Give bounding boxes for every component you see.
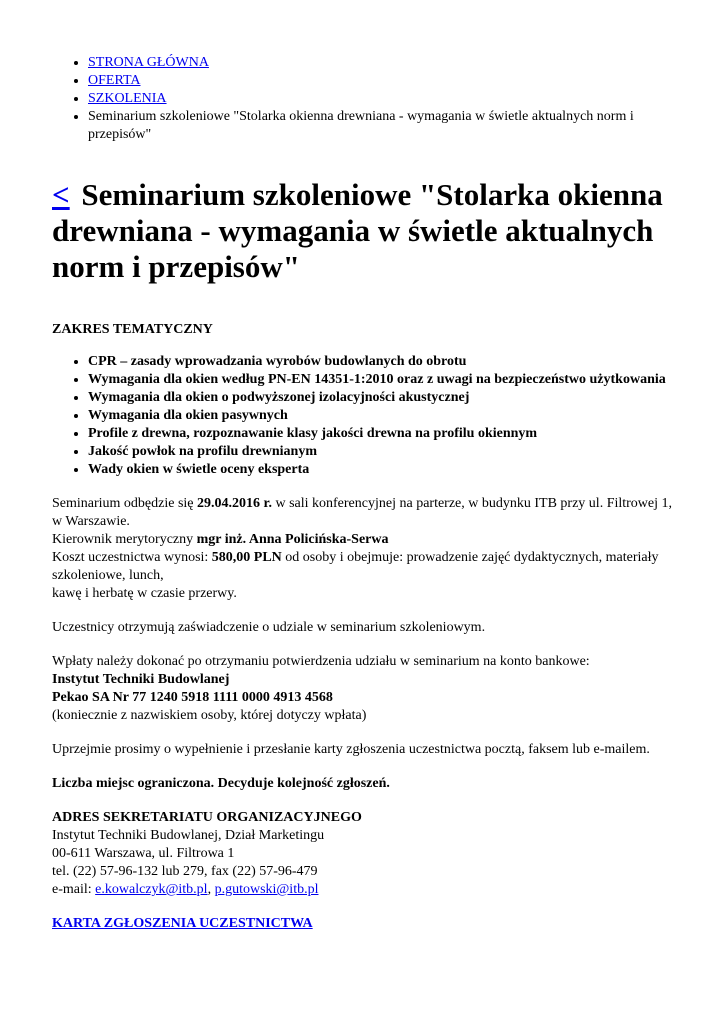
email-link-kowalczyk[interactable]: e.kowalczyk@itb.pl bbox=[95, 882, 208, 897]
page-title-text: Seminarium szkoleniowe "Stolarka okienna drewniana - wymagania w świetle aktualnych norm i przepisów" bbox=[52, 177, 663, 284]
registration-form-link[interactable]: KARTA ZGŁOSZENIA UCZESTNICTWA bbox=[52, 916, 313, 931]
breadcrumb-item bbox=[88, 72, 673, 90]
breadcrumb-link-home[interactable]: STRONA GŁÓWNA bbox=[88, 55, 209, 70]
cost-line-2: kawę i herbatę w czasie przerwy. bbox=[52, 586, 237, 601]
manager-name: mgr inż. Anna Policińska-Serwa bbox=[196, 532, 389, 547]
payment-note: (koniecznie z nazwiskiem osoby, której dotyczy wpłata) bbox=[52, 708, 367, 723]
email-link-gutowski[interactable]: p.gutowski@itb.pl bbox=[214, 882, 319, 897]
manager-prefix: Kierownik merytoryczny bbox=[52, 532, 197, 547]
date-suffix: w sali konferencyjnej na parterze, w budynku ITB przy ul. Filtrowej 1, w Warszawie. bbox=[52, 496, 673, 529]
topics-list bbox=[52, 353, 673, 479]
back-link[interactable]: < bbox=[52, 177, 70, 212]
page-title bbox=[52, 177, 673, 285]
address-line: tel. (22) 57-96-132 lub 279, fax (22) 57-96-479 bbox=[52, 864, 318, 879]
address-line: 00-611 Warszawa, ul. Filtrowa 1 bbox=[52, 846, 235, 861]
payment-institute: Instytut Techniki Budowlanej bbox=[52, 672, 230, 687]
certificate-paragraph: Uczestnicy otrzymują zaświadczenie o udziale w seminarium szkoleniowym. bbox=[52, 620, 486, 635]
email-separator: , bbox=[207, 882, 215, 897]
form-link-paragraph bbox=[52, 915, 673, 933]
address-line: Instytut Techniki Budowlanej, Dział Marketingu bbox=[52, 828, 325, 843]
cost-suffix: od osoby i obejmuje: prowadzenie zajęć dydaktycznych, materiały szkoleniowe, lunch, bbox=[52, 550, 659, 583]
list-item: • Profile z drewna, rozpoznawanie klasy jakości drewna na profilu okiennym bbox=[88, 425, 673, 443]
bank-account: Pekao SA Nr 77 1240 5918 1111 0000 4913 4568 bbox=[52, 690, 333, 705]
email-prefix: e-mail: bbox=[52, 882, 96, 897]
request-paragraph: Uprzejmie prosimy o wypełnienie i przesłanie karty zgłoszenia uczestnictwa pocztą, faksem lub e-mailem. bbox=[52, 742, 650, 757]
seminar-date: 29.04.2016 r. bbox=[197, 496, 272, 511]
limit-notice: Liczba miejsc ograniczona. Decyduje kolejność zgłoszeń. bbox=[52, 776, 390, 791]
cost-prefix: Koszt uczestnictwa wynosi: bbox=[52, 550, 212, 565]
list-item: • Jakość powłok na profilu drewnianym bbox=[88, 443, 673, 461]
payment-intro: Wpłaty należy dokonać po otrzymaniu potwierdzenia udziału w seminarium na konto bankowe: bbox=[52, 654, 590, 669]
breadcrumb-item bbox=[88, 54, 673, 72]
info-paragraph bbox=[52, 495, 673, 603]
list-item: • Wymagania dla okien o podwyższonej izolacyjności akustycznej bbox=[88, 389, 673, 407]
payment-paragraph bbox=[52, 653, 673, 725]
address-block bbox=[52, 809, 673, 899]
cost-amount: 580,00 PLN bbox=[211, 550, 282, 565]
breadcrumb-link-offer[interactable]: OFERTA bbox=[88, 73, 141, 88]
breadcrumb-current: • Seminarium szkoleniowe "Stolarka okienna drewniana - wymagania w świetle aktualnych norm i przepisów" bbox=[88, 108, 673, 144]
list-item: • CPR – zasady wprowadzania wyrobów budowlanych do obrotu bbox=[88, 353, 673, 371]
list-item: • Wymagania dla okien pasywnych bbox=[88, 407, 673, 425]
date-prefix: Seminarium odbędzie się bbox=[52, 496, 198, 511]
breadcrumb-item bbox=[88, 90, 673, 108]
list-item: • Wady okien w świetle oceny eksperta bbox=[88, 461, 673, 479]
breadcrumb-link-trainings[interactable]: SZKOLENIA bbox=[88, 91, 167, 106]
address-heading: ADRES SEKRETARIATU ORGANIZACYJNEGO bbox=[52, 810, 362, 825]
topics-heading: ZAKRES TEMATYCZNY bbox=[52, 322, 213, 337]
list-item: • Wymagania dla okien według PN-EN 14351-1:2010 oraz z uwagi na bezpieczeństwo użytkowania bbox=[88, 371, 673, 389]
breadcrumb bbox=[52, 54, 673, 144]
